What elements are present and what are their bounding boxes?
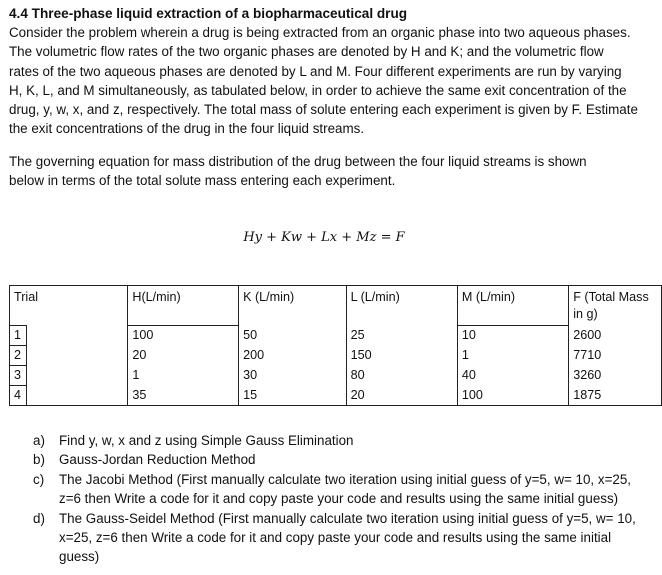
intro-line: drug, y, w, x, and z, respectively. The total mass of solute entering each experiment is given by F. Estimate: [9, 102, 638, 118]
intro-line: rates of the two aqueous phases are denoted by L and M. Four different experiments are run by varying: [9, 63, 622, 79]
cell-l: 20: [346, 386, 457, 406]
cell-h: 100: [128, 326, 239, 346]
cell-m: 1: [457, 346, 568, 366]
problem-text: [9, 4, 657, 190]
cell-trial: 4: [10, 386, 27, 406]
cell-k: 200: [239, 346, 346, 366]
header-k: K (L/min): [239, 286, 346, 326]
item-marker: a): [33, 433, 45, 448]
cell-h: 35: [128, 386, 239, 406]
cell-m: 100: [457, 386, 568, 406]
item-marker: c): [33, 471, 45, 487]
cell-m: 40: [457, 366, 568, 386]
cell-f: 3260: [569, 366, 662, 386]
cell-trial: 2: [10, 346, 27, 366]
list-item: [33, 509, 653, 567]
intro-line: H, K, L, and M simultaneously, as tabulated below, in order to achieve the same exit concentration of the: [9, 82, 627, 98]
governing-equation: Hy + Kw + Lx + Mz = F: [243, 230, 405, 245]
header-h: H(L/min): [128, 286, 239, 326]
governing-line: The governing equation for mass distribution of the drug between the four liquid streams is shown: [9, 153, 587, 169]
header-trial: Trial: [10, 286, 128, 326]
cell-k: 50: [239, 326, 346, 346]
table-row: [10, 326, 662, 346]
cell-trial: 3: [10, 366, 27, 386]
intro-line: the exit concentrations of the drug in the four liquid streams.: [9, 121, 365, 137]
item-text: Find y, w, x and z using Simple Gauss Elimination: [59, 433, 354, 448]
list-item: [33, 450, 653, 469]
item-marker: d): [33, 510, 45, 526]
cell-f: 1875: [569, 386, 662, 406]
cell-l: 25: [346, 326, 457, 346]
cell-m: 10: [457, 326, 568, 346]
cell-f: 7710: [569, 346, 662, 366]
table-row: [10, 366, 662, 386]
question-list: [33, 431, 653, 567]
table-header-row: [10, 286, 662, 326]
list-item: [33, 470, 653, 509]
item-text: The Jacobi Method (First manually calculate two iteration using initial guess of y=5, w= 10, x=25, z=6 then Write a code for it and copy paste your code and results using the same initial guess): [59, 471, 631, 507]
item-text: Gauss-Jordan Reduction Method: [59, 452, 256, 468]
header-f: F (Total Mass in g): [569, 286, 662, 326]
experiment-table: [9, 285, 662, 406]
item-text: The Gauss-Seidel Method (First manually calculate two iteration using initial guess of y=5, w= 10, x=25, z=6 then Write a code for it and copy paste your code and results using the same initial guess): [59, 510, 636, 565]
cell-k: 15: [239, 386, 346, 406]
intro-line: Consider the problem wherein a drug is being extracted from an organic phase into two aqueous phases.: [9, 25, 631, 40]
list-item: [33, 431, 653, 450]
cell-k: 30: [239, 366, 346, 386]
cell-h: 20: [128, 346, 239, 366]
table-row: [10, 386, 662, 406]
problem-title: 4.4 Three-phase liquid extraction of a biopharmaceutical drug: [9, 6, 408, 21]
header-m: M (L/min): [457, 286, 568, 326]
cell-l: 80: [346, 366, 457, 386]
cell-trial: 1: [10, 326, 27, 346]
table-row: [10, 346, 662, 366]
cell-l: 150: [346, 346, 457, 366]
intro-line: The volumetric flow rates of the two organic phases are denoted by H and K; and the volumetric flow: [9, 44, 604, 60]
cell-f: 2600: [569, 326, 662, 346]
header-l: L (L/min): [346, 286, 457, 326]
item-marker: b): [33, 452, 45, 468]
cell-h: 1: [128, 366, 239, 386]
governing-line: below in terms of the total solute mass entering each experiment.: [9, 173, 396, 189]
